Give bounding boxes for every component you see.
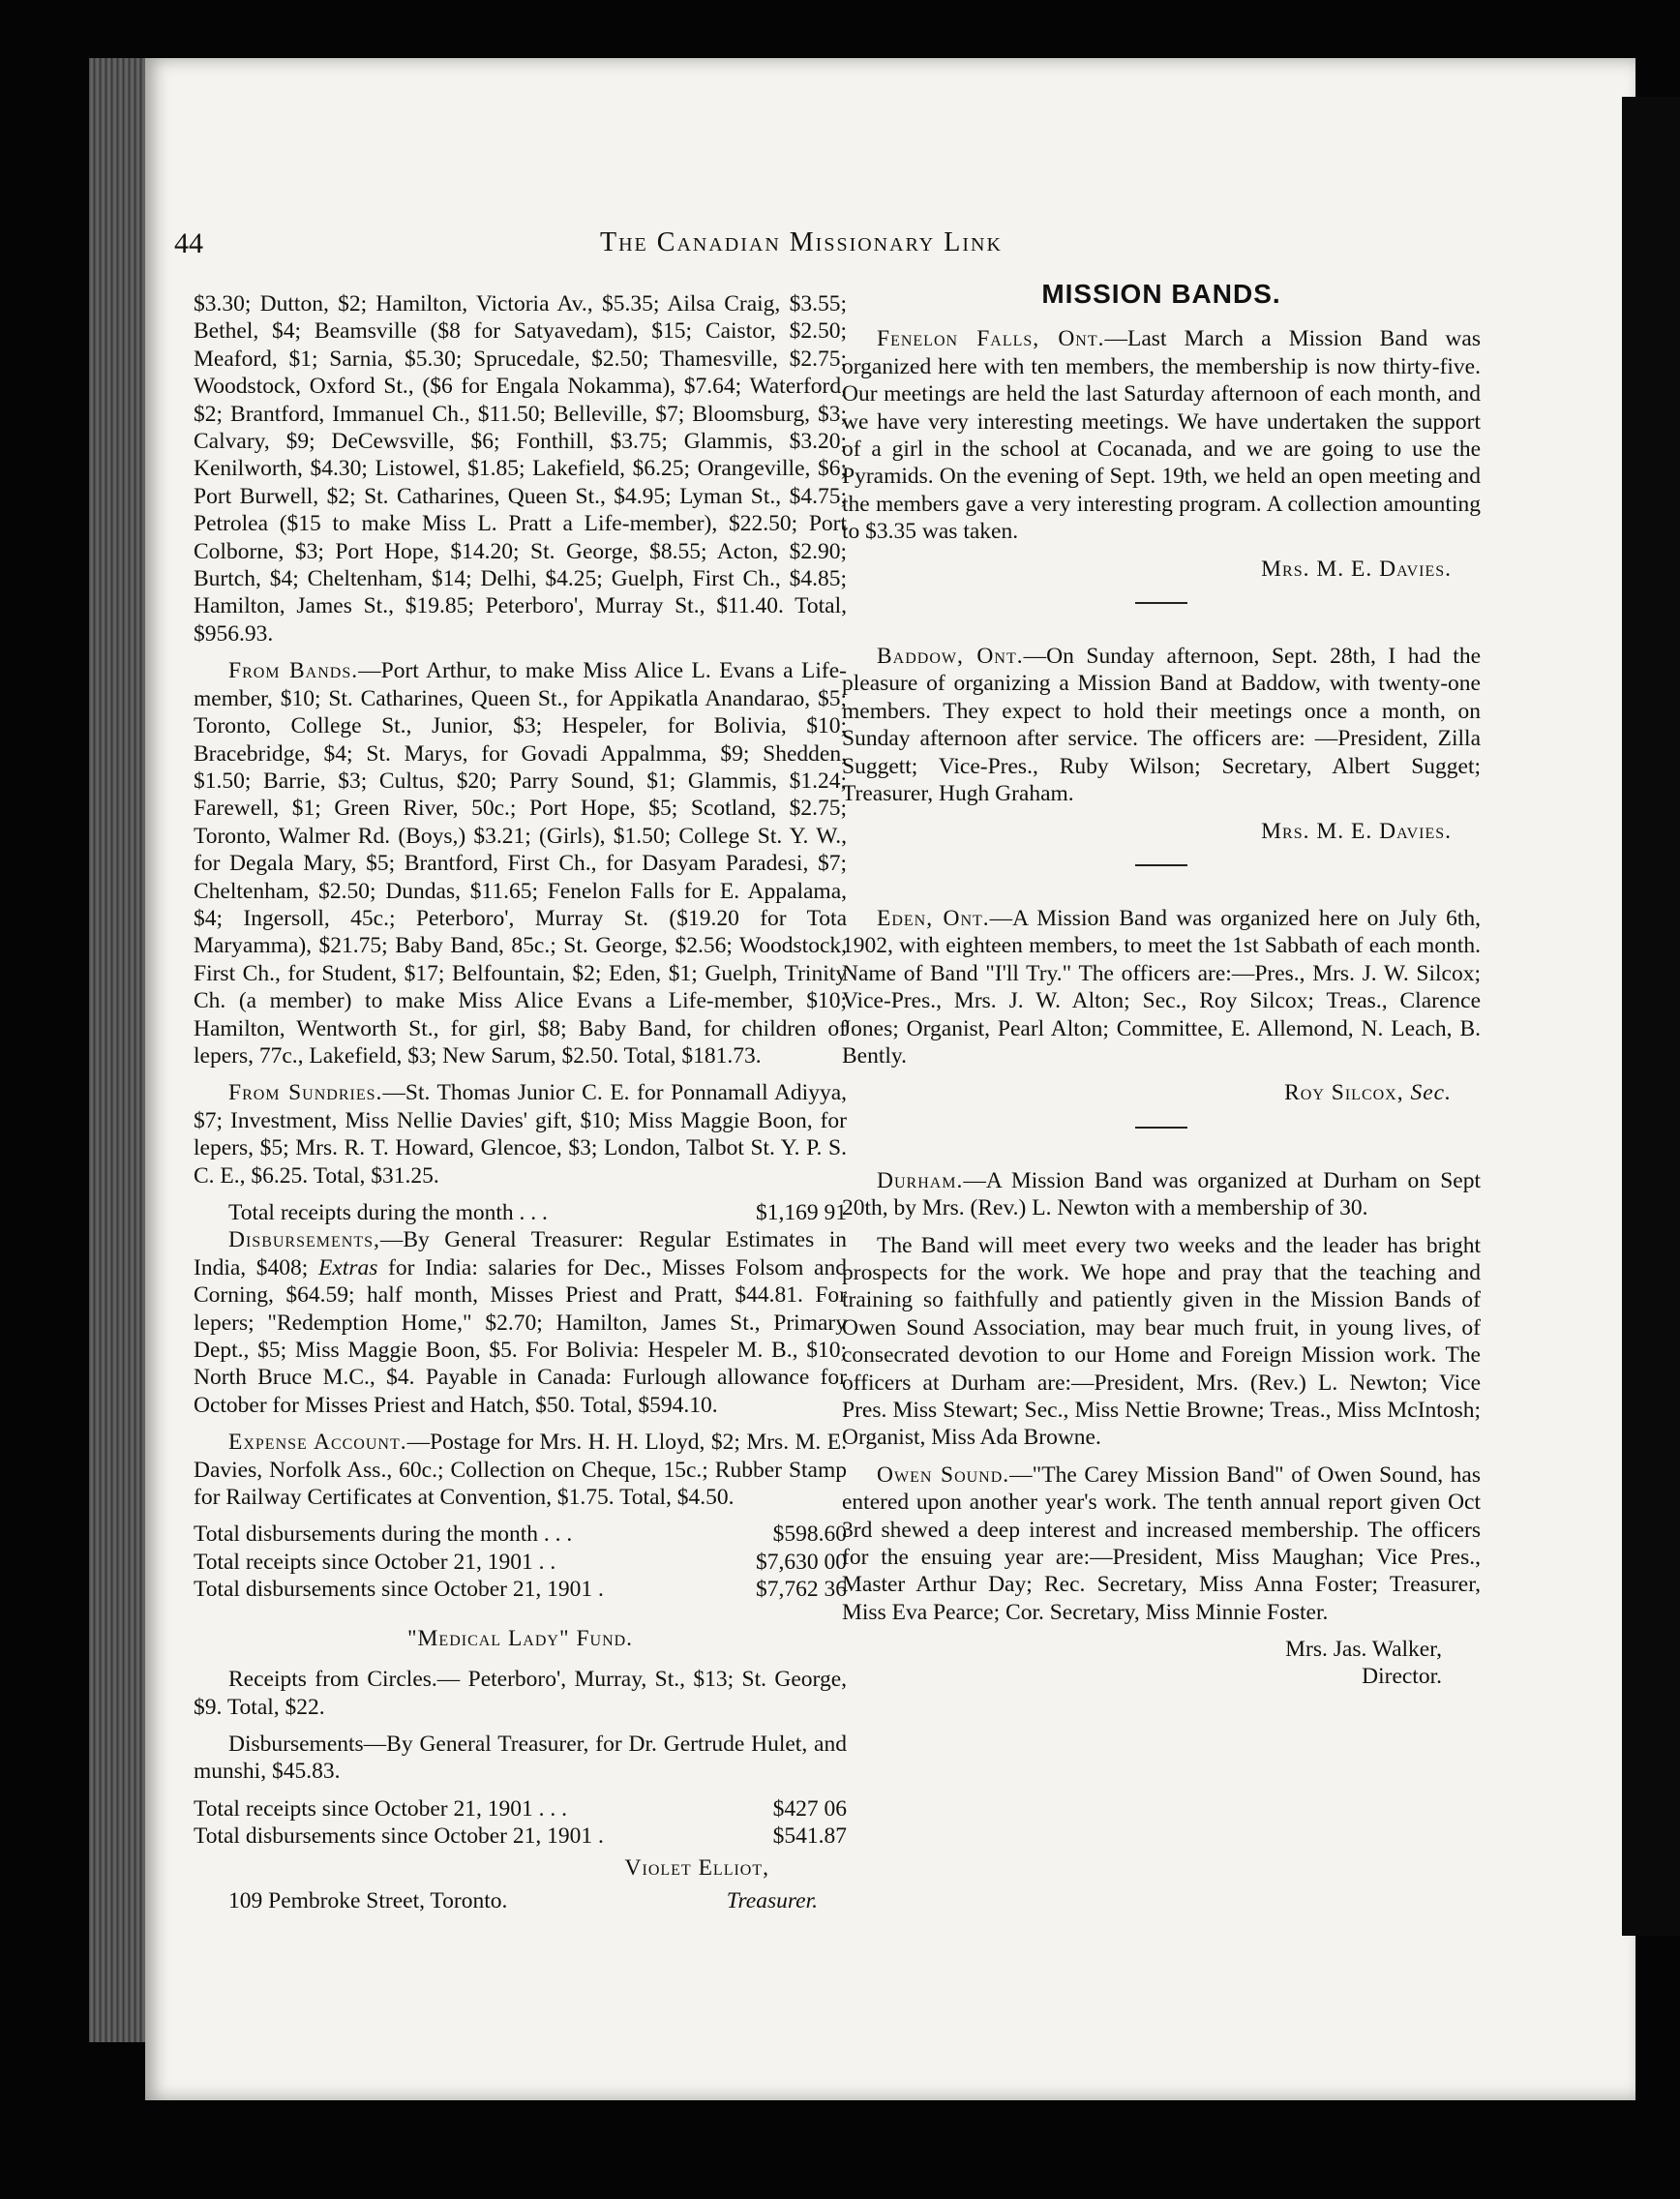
disbursements-text-b: for India: salaries for Dec., Misses Folsom and Corning, $64.59; half month, Misses Priest and Pratt, $44.81. For lepers; "Redemption Home," $2.70; Hamilton, James St., Primary Dept., $5; Miss Maggie Boon, $5. For Bolivia: Hespeler M. B., $10; North Bruce M.C., $4. Payable in Canada: Furlough allowance for October for Misses Priest and Hatch, $50. Total, $594.10. xyxy=(194,1254,847,1418)
right-column xyxy=(842,281,1481,1690)
treasurer-title: Treasurer. xyxy=(726,1887,818,1913)
treasurer-signature xyxy=(194,1854,847,1882)
section-divider xyxy=(1135,864,1187,866)
durham-paragraph xyxy=(842,1167,1481,1222)
owen-sound-signature xyxy=(842,1636,1442,1690)
treasurer-address-line xyxy=(194,1887,847,1914)
treasurer-name: Violet Elliot, xyxy=(624,1854,769,1881)
scan-right-border xyxy=(1622,97,1680,1936)
disbursements-label: Disbursements, xyxy=(228,1227,380,1253)
medical-totals-label: Total receipts since October 21, 1901 . . . xyxy=(194,1795,567,1822)
medical-totals-value: $541.87 xyxy=(772,1823,847,1850)
owen-sound-text: —"The Carey Mission Band" of Owen Sound, has entered upon another year's work. The tenth annual report given Oct 3rd shewed a deep interest and increased membership. The officers for the ensuing year are:—President, Miss Maughan; Vice Pres., Master Arthur Day; Rec. Secretary, Miss Anna Foster; Treasurer, Miss Eva Pearce; Cor. Secretary, Miss Minnie Foster. xyxy=(842,1461,1481,1625)
receipts-continued: $3.30; Dutton, $2; Hamilton, Victoria Av., $5.35; Ailsa Craig, $3.55; Bethel, $4; Beamsville ($8 for Satyavedam), $15; Caistor, $2.50; Meaford, $1; Sarnia, $5.30; Sprucedale, $2.50; Thamesville, $2.75; Woodstock, Oxford St., ($6 for Engala Nokamma), $7.64; Waterford, $2; Brantford, Immanuel Ch., $11.50; Belleville, $7; Bloomsburg, $3; Calvary, $9; DeCewsville, $6; Fonthill, $3.75; Glammis, $3.20; Kenilworth, $4.30; Listowel, $1.85; Lakefield, $6.25; Orangeville, $6; Port Burwell, $2; St. Catharines, Queen St., $4.95; Lyman St., $4.75; Petrolea ($15 to make Miss L. Pratt a Life-member), $22.50; Port Colborne, $3; Port Hope, $14.20; St. George, $8.55; Acton, $2.90; Burtch, $4; Cheltenham, $14; Delhi, $4.25; Guelph, First Ch., $4.85; Hamilton, James St., $19.85; Peterboro', Murray St., $11.40. Total, $956.93. xyxy=(194,291,847,647)
medical-totals-row xyxy=(194,1795,847,1822)
treasurer-address: 109 Pembroke Street, Toronto. xyxy=(228,1887,508,1913)
expense-account-paragraph xyxy=(194,1429,847,1511)
disbursements-text-a: —By General Treasurer: Regular Estimates in India, $408; xyxy=(194,1227,847,1280)
owen-sound-label: Owen Sound. xyxy=(877,1461,1010,1488)
page-header xyxy=(174,227,1510,266)
medical-lady-fund-heading: "Medical Lady" Fund. xyxy=(406,1625,634,1651)
extras-word: Extras xyxy=(318,1254,378,1280)
totals-value: $598.60 xyxy=(772,1521,847,1548)
medical-totals-block xyxy=(194,1795,847,1851)
durham-label: Durham. xyxy=(877,1167,964,1193)
eden-paragraph xyxy=(842,905,1481,1069)
expense-account-label: Expense Account. xyxy=(228,1430,407,1456)
baddow-signature: Mrs. M. E. Davies. xyxy=(1261,818,1452,844)
eden-text: —A Mission Band was organized here on July 6th, 1902, with eighteen members, to meet the 1st Sabbath of each month. Name of Band "I'll Try." The officers are:—Pres., Mrs. J. W. Silcox; Vice-Pres., Mrs. J. W. Alton; Sec., Roy Silcox; Treas., Clarence Jones; Organist, Pearl Alton; Committee, E. Allemond, N. Leach, B. Bently. xyxy=(842,905,1481,1069)
totals-label: Total disbursements since October 21, 1901 . xyxy=(194,1577,604,1603)
totals-label: Total disbursements during the month . . . xyxy=(194,1521,573,1548)
eden-label: Eden, Ont. xyxy=(877,905,990,931)
baddow-paragraph xyxy=(842,643,1481,807)
from-bands-label: From Bands. xyxy=(228,658,359,684)
totals-value: $7,630 00 xyxy=(756,1549,847,1575)
from-sundries-text: —St. Thomas Junior C. E. for Ponnamall Adiyya, $7; Investment, Miss Nellie Davies' gift, $10; Miss Maggie Boon, for lepers, $5; Mrs. R. T. Howard, Glencoe, $3; London, Talbot St. Y. P. S. C. E., $6.25. Total, $31.25. xyxy=(194,1080,848,1189)
mission-bands-title: MISSION BANDS. xyxy=(1041,279,1281,309)
disbursements-paragraph xyxy=(194,1226,847,1419)
fenelon-falls-label: Fenelon Falls, Ont. xyxy=(877,326,1105,352)
fenelon-signature: Mrs. M. E. Davies. xyxy=(1261,556,1452,582)
medical-totals-label: Total disbursements since October 21, 1901 . xyxy=(194,1823,604,1850)
medical-totals-row xyxy=(194,1822,847,1850)
totals-row xyxy=(194,1549,847,1576)
eden-signature xyxy=(842,1079,1452,1106)
owen-signature-title: Director. xyxy=(1362,1664,1442,1690)
totals-label: Total receipts since October 21, 1901 . . xyxy=(194,1549,556,1575)
from-bands-text: —Port Arthur, to make Miss Alice L. Evans a Life-member, $10; St. Catharines, Queen St., for Appikatla Anandarao, $5; Toronto, College St., Junior, $3; Hespeler, for Bolivia, $10; Bracebridge, $4; St. Marys, for Govadi Appalmma, $9; Shedden, $1.50; Barrie, $3; Cultus, $20; Parry Sound, $1; Glammis, $1.24; Farewell, $1; Green River, 50c.; Port Hope, $5; Scotland, $2.75; Toronto, Walmer Rd. (Boys,) $3.21; (Girls), $1.50; College St. Y. W., for Degala Mary, $5; Brantford, First Ch., for Dasyam Paradesi, $7; Cheltenham, $2.50; Dundas, $11.65; Fenelon Falls for E. Appalama, $4; Ingersoll, 45c.; Peterboro', Murray St. ($19.20 for Tota Maryamma), $21.75; Baby Band, 85c.; St. George, $2.56; Woodstock, First Ch., for Student, $17; Belfountain, $2; Eden, $1; Guelph, Trinity Ch. (a member) to make Miss Alice Evans a Life-member, $10; Hamilton, Wentworth St., for girl, $8; Baby Band, for children of lepers, 77c., Lakefield, $3; New Sarum, $2.50. Total, $181.73. xyxy=(194,658,847,1069)
medical-totals-value: $427 06 xyxy=(772,1795,847,1822)
total-receipts-row xyxy=(194,1199,847,1226)
total-receipts-label: Total receipts during the month . . . xyxy=(228,1200,548,1225)
running-title: The Canadian Missionary Link xyxy=(600,227,1003,257)
from-sundries-paragraph xyxy=(194,1079,847,1190)
section-divider xyxy=(1135,602,1187,604)
page-number: 44 xyxy=(174,227,203,259)
expense-account-text: —Postage for Mrs. H. H. Lloyd, $2; Mrs. M. E. Davies, Norfolk Ass., 60c.; Collection on Cheque, 15c.; Rubber Stamp for Railway Certificates at Convention, $1.75. Total, $4.50. xyxy=(194,1430,848,1511)
owen-signature-name: Mrs. Jas. Walker, xyxy=(1285,1637,1442,1663)
section-divider xyxy=(1135,1127,1187,1129)
left-column xyxy=(194,290,847,1914)
total-receipts-value: $1,169 91 xyxy=(756,1200,847,1225)
baddow-label: Baddow, Ont. xyxy=(877,644,1024,670)
totals-value: $7,762 36 xyxy=(756,1577,847,1603)
fenelon-falls-text: —Last March a Mission Band was organized here with ten members, the membership is now thirty-five. Our meetings are held the last Saturday afternoon of each month, and we have very interesting meetings. We have undertaken the support of a girl in the school at Cocanada, and we are going to use the Pyramids. On the evening of Sept. 19th, we held an open meeting and the members gave a very interesting program. A collection amounting to $3.35 was taken. xyxy=(842,326,1481,545)
baddow-text: —On Sunday afternoon, Sept. 28th, I had the pleasure of organizing a Mission Band at Baddow, with twenty-one members. They expect to hold their meetings once a month, on Sunday afternoon after service. The officers are: —President, Zilla Suggett; Vice-Pres., Ruby Wilson; Secretary, Albert Sugget; Treasurer, Hugh Graham. xyxy=(842,644,1482,807)
eden-signature-title: Sec. xyxy=(1410,1080,1452,1106)
owen-sound-paragraph xyxy=(842,1461,1481,1626)
medical-receipts: Receipts from Circles.— Peterboro', Murray, St., $13; St. George, $9. Total, $22. xyxy=(194,1667,847,1720)
totals-block xyxy=(194,1521,847,1603)
medical-disbursements: Disbursements—By General Treasurer, for Dr. Gertrude Hulet, and munshi, $45.83. xyxy=(194,1731,847,1785)
eden-signature-name: Roy Silcox, xyxy=(1284,1080,1404,1106)
totals-row xyxy=(194,1576,847,1603)
from-sundries-label: From Sundries. xyxy=(228,1080,383,1106)
from-bands-paragraph xyxy=(194,657,847,1069)
durham-paragraph-2: The Band will meet every two weeks and the leader has bright prospects for the work. We hope and pray that the teaching and training so faithfully and patiently given in the Mission Bands of Owen Sound Association, may bear much fruit, in young lives, of consecrated devotion to our Home and Foreign Mission work. The officers at Durham are:—President, Mrs. (Rev.) L. Newton; Vice Pres. Miss Stewart; Sec., Miss Nettie Browne; Treas., Miss McIntosh; Organist, Miss Ada Browne. xyxy=(842,1232,1481,1451)
fenelon-falls-paragraph xyxy=(842,325,1481,545)
durham-text: —A Mission Band was organized at Durham on Sept 20th, by Mrs. (Rev.) L. Newton with a membership of 30. xyxy=(842,1167,1481,1221)
totals-row xyxy=(194,1521,847,1548)
